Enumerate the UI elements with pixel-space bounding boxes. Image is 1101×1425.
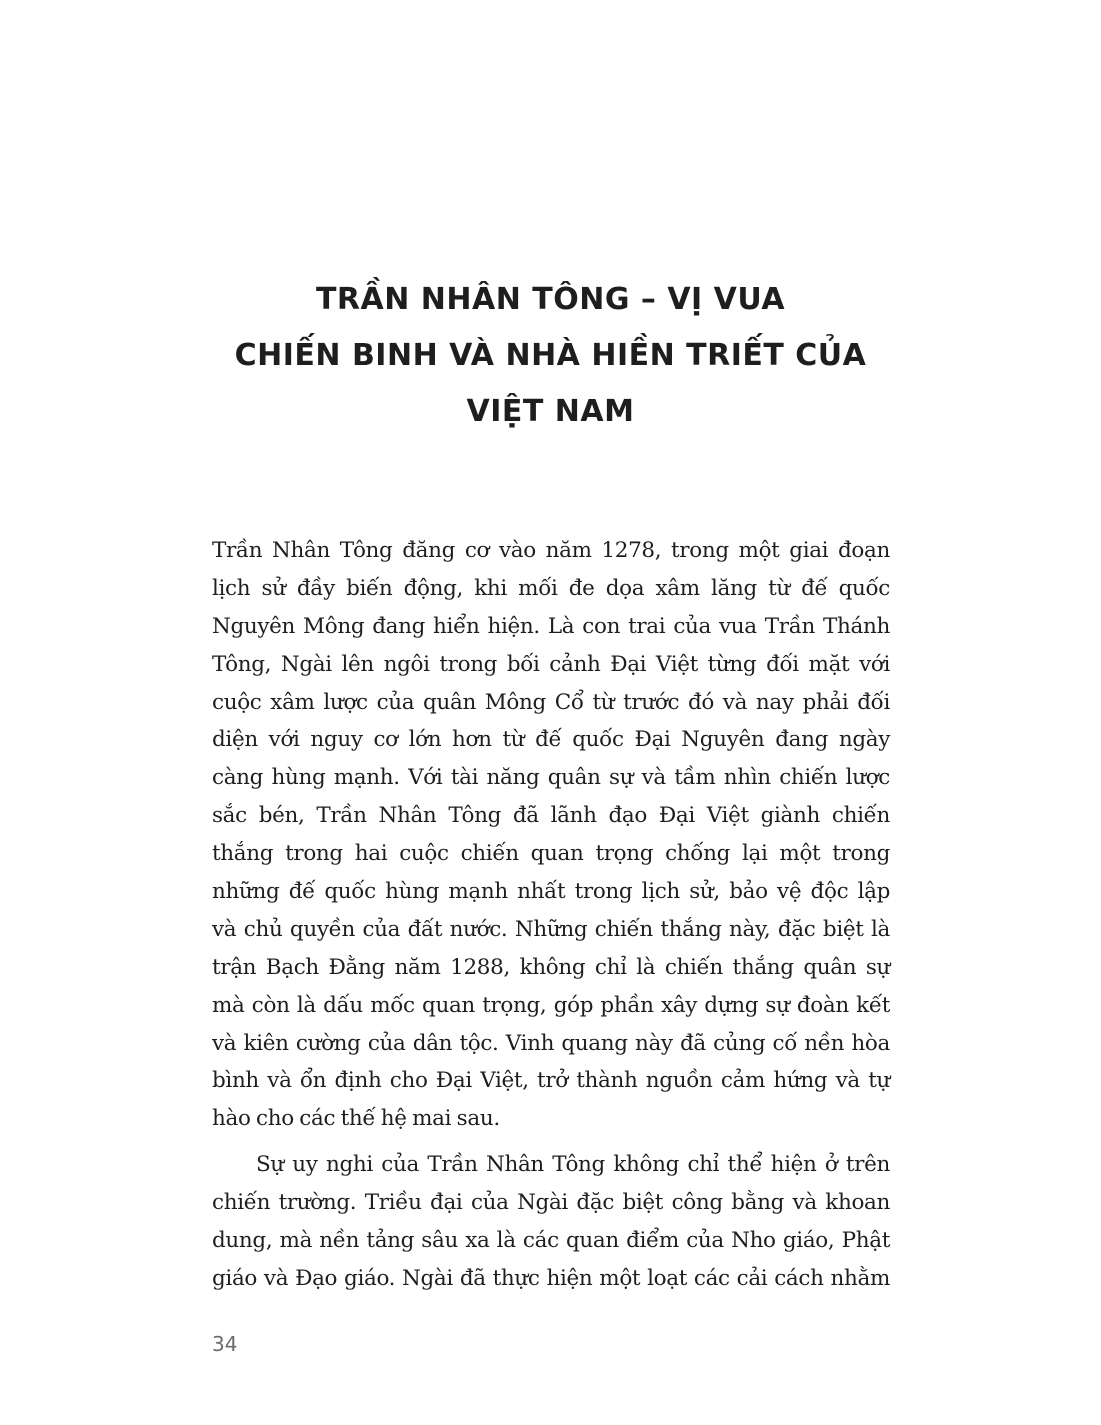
body-text xyxy=(212,532,890,1298)
text-line: và chủ quyền của đất nước. Những chiến thắng này, đặc biệt là xyxy=(212,916,890,942)
text-line: cuộc xâm lược của quân Mông Cổ từ trước đó và nay phải đối xyxy=(212,689,890,715)
text-line: lịch sử đầy biến động, khi mối đe dọa xâm lăng từ đế quốc xyxy=(212,575,890,601)
paragraph xyxy=(212,532,890,1138)
text-line: Sự uy nghi của Trần Nhân Tông không chỉ thể hiện ở trên xyxy=(256,1152,890,1178)
text-line: Tông, Ngài lên ngôi trong bối cảnh Đại Việt từng đối mặt với xyxy=(212,651,890,677)
text-line: mà còn là dấu mốc quan trọng, góp phần xây dựng sự đoàn kết xyxy=(212,992,890,1018)
text-line: diện với nguy cơ lớn hơn từ đế quốc Đại Nguyên đang ngày xyxy=(212,727,890,753)
text-line: sắc bén, Trần Nhân Tông đã lãnh đạo Đại Việt giành chiến xyxy=(212,803,890,829)
text-line: chiến trường. Triều đại của Ngài đặc biệt công bằng và khoan xyxy=(212,1190,890,1216)
title-line: CHIẾN BINH VÀ NHÀ HIỀN TRIẾT CỦA xyxy=(234,338,867,373)
text-line: giáo và Đạo giáo. Ngài đã thực hiện một loạt các cải cách nhằm xyxy=(212,1265,890,1291)
page-number: 34 xyxy=(212,1332,238,1356)
paragraph xyxy=(212,1146,890,1298)
text-line: thắng trong hai cuộc chiến quan trọng chống lại một trong xyxy=(212,841,890,867)
title-line: VIỆT NAM xyxy=(466,394,635,429)
text-line: bình và ổn định cho Đại Việt, trở thành nguồn cảm hứng và tự xyxy=(212,1068,890,1094)
text-line: Nguyên Mông đang hiển hiện. Là con trai của vua Trần Thánh xyxy=(212,613,890,639)
text-line: càng hùng mạnh. Với tài năng quân sự và tầm nhìn chiến lược xyxy=(212,765,890,791)
text-line: trận Bạch Đằng năm 1288, không chỉ là chiến thắng quân sự xyxy=(212,954,890,980)
chapter-title xyxy=(150,272,951,440)
text-line: hào cho các thế hệ mai sau. xyxy=(212,1106,500,1132)
text-line: dung, mà nền tảng sâu xa là các quan điểm của Nho giáo, Phật xyxy=(212,1228,890,1254)
text-line: Trần Nhân Tông đăng cơ vào năm 1278, trong một giai đoạn xyxy=(212,538,890,563)
text-line: và kiên cường của dân tộc. Vinh quang này đã củng cố nền hòa xyxy=(212,1030,890,1056)
title-line: TRẦN NHÂN TÔNG – VỊ VUA xyxy=(315,282,786,317)
text-line: những đế quốc hùng mạnh nhất trong lịch sử, bảo vệ độc lập xyxy=(212,879,890,905)
